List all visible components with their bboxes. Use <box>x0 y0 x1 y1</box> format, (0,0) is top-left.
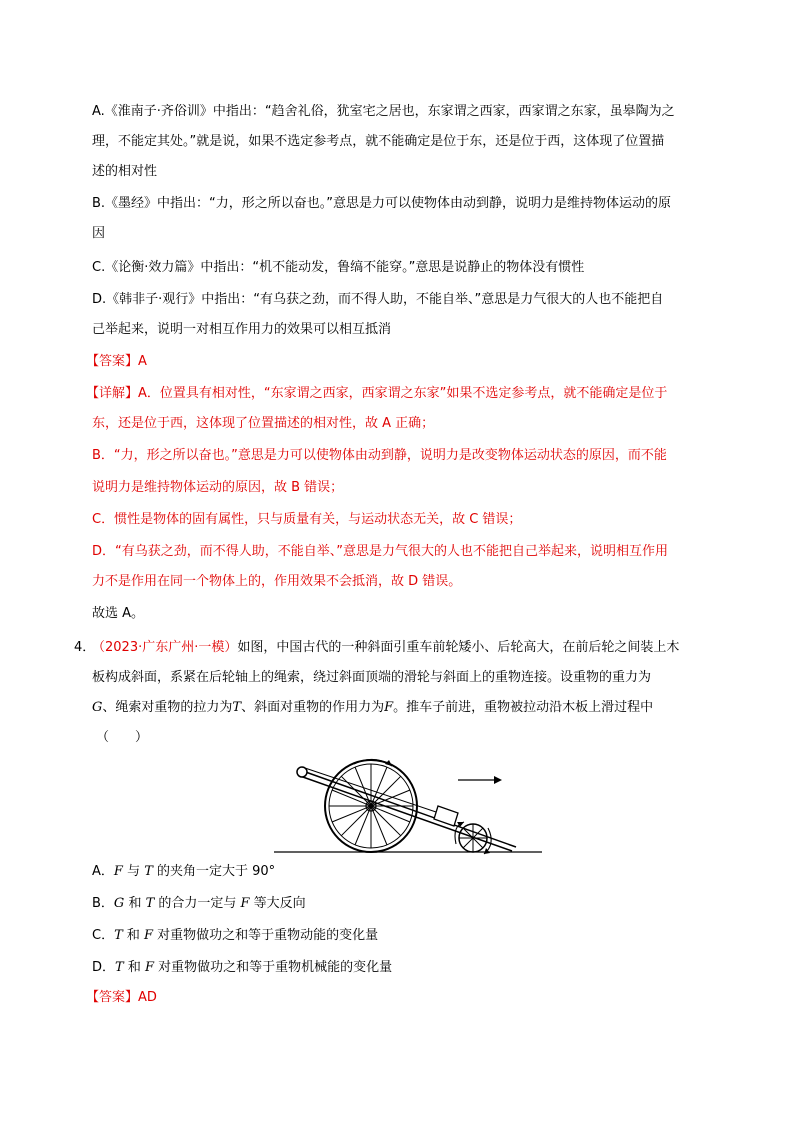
q4-stem-text: 如图，中国古代的一种斜面引重车前轮矮小、后轮高大，在前后轮之间装上木 <box>237 640 680 655</box>
option-seg: 的夹角一定大于 90° <box>152 864 276 879</box>
explain-tag: 【详解】 <box>86 386 139 401</box>
option-seg: 和 <box>122 928 145 943</box>
option-seg: 和 <box>123 960 145 975</box>
q3-option-d-line1: D.《韩非子·观行》中指出：“有乌获之劲，而不得人助，不能自举、”意思是力气很大的人也不能把自 <box>92 292 664 307</box>
var-g: G <box>92 700 103 715</box>
q3-option-b-line1: B.《墨经》中指出：“力，形之所以奋也。”意思是力可以使物体由动到静，说明力是维持物体运动的原 <box>92 196 672 211</box>
q4-option-a <box>92 864 275 880</box>
q3-explain-line4: 说明力是维持物体运动的原因，故 B 错误； <box>92 480 344 495</box>
front-wheel <box>459 824 487 852</box>
answer-value: A <box>138 354 147 369</box>
var-t: T <box>144 864 153 879</box>
var-t: T <box>115 960 124 975</box>
q4-source: （2023·广东广州·一模） <box>92 640 238 655</box>
q3-answer <box>86 354 147 370</box>
var-t: T <box>232 700 242 715</box>
option-label: D． <box>92 960 116 975</box>
var-f: F <box>240 896 250 911</box>
option-label: B． <box>92 896 114 911</box>
var-f: F <box>144 960 154 975</box>
q3-explain-line7: 力不是作用在同一个物体上的，作用效果不会抵消，故 D 错误。 <box>92 574 462 589</box>
option-seg: 与 <box>122 864 145 879</box>
q3-explain-line6: D．“有乌获之劲，而不得人助，不能自举、”意思是力气很大的人也不能把自己举起来，说明相互作用 <box>92 544 668 559</box>
q3-option-c-line1: C.《论衡·效力篇》中指出：“机不能动发，鲁缟不能穿。”意思是说静止的物体没有惯性 <box>92 260 585 275</box>
explain-text: A．位置具有相对性，“东家谓之西家，西家谓之东家”如果不选定参考点，就不能确定是位于 <box>138 386 668 401</box>
weight-block <box>434 806 458 826</box>
option-label: C． <box>92 928 115 943</box>
option-seg: 对重物做功之和等于重物动能的变化量 <box>153 928 379 943</box>
q4-stem-line1 <box>92 640 679 656</box>
q3-explain-line1 <box>86 386 667 402</box>
option-seg: 和 <box>124 896 146 911</box>
answer-tag: 【答案】 <box>86 990 139 1005</box>
q3-option-d-line2: 己举起来，说明一对相互作用力的效果可以相互抵消 <box>92 322 392 337</box>
cart-figure <box>266 752 546 858</box>
q4-number: 4． <box>74 640 96 655</box>
q3-option-b-line2: 因 <box>92 226 106 241</box>
option-seg: 的合力一定与 <box>154 896 241 911</box>
q4-blank: （ ） <box>96 730 149 745</box>
option-seg: 等大反向 <box>249 896 306 911</box>
var-f: F <box>113 864 123 879</box>
q4-stem-line3 <box>92 700 653 716</box>
q4-stem-line2: 板构成斜面，系紧在后轮轴上的绳索，绕过斜面顶端的滑轮与斜面上的重物连接。设重物的重力为 <box>92 670 652 685</box>
q4-stem-seg: 。推车子前进，重物被拉动沿木板上滑过程中 <box>393 700 654 715</box>
q3-option-a-line2: 理，不能定其处。”就是说，如果不选定参考点，就不能确定是位于东，还是位于西，这体现了位置描 <box>92 134 665 149</box>
q4-option-b <box>92 896 306 912</box>
var-f: F <box>144 928 154 943</box>
answer-tag: 【答案】 <box>86 354 139 369</box>
q3-option-a-line3: 述的相对性 <box>92 164 158 179</box>
q4-stem-seg: 、斜面对重物的作用力为 <box>241 700 385 715</box>
q4-option-c <box>92 928 378 944</box>
incline-plank <box>300 770 516 851</box>
q4-answer <box>86 990 157 1006</box>
q3-explain-line8: 故选 A。 <box>92 606 145 621</box>
q3-explain-line5: C．惯性是物体的固有属性，只与质量有关，与运动状态无关，故 C 错误； <box>92 512 522 527</box>
var-f: F <box>384 700 394 715</box>
q4-stem-seg: 、绳索对重物的拉力为 <box>102 700 233 715</box>
answer-value: AD <box>138 990 157 1005</box>
var-t: T <box>145 896 155 911</box>
option-seg: 对重物做功之和等于重物机械能的变化量 <box>153 960 393 975</box>
q4-option-d <box>92 960 392 976</box>
q3-explain-line3: B．“力，形之所以奋也。”意思是力可以使物体由动到静，说明力是改变物体运动状态的原因，而不能 <box>92 448 667 463</box>
option-label: A． <box>92 864 114 879</box>
var-g: G <box>113 896 125 911</box>
var-t: T <box>114 928 123 943</box>
q3-explain-line2: 东，还是位于西，这体现了位置描述的相对性，故 A 正确； <box>92 416 435 431</box>
q3-option-a-line1: A.《淮南子·齐俗训》中指出：“趋舍礼俗，犹室宅之居也，东家谓之西家，西家谓之东家，虽皋陶为之 <box>92 104 675 119</box>
